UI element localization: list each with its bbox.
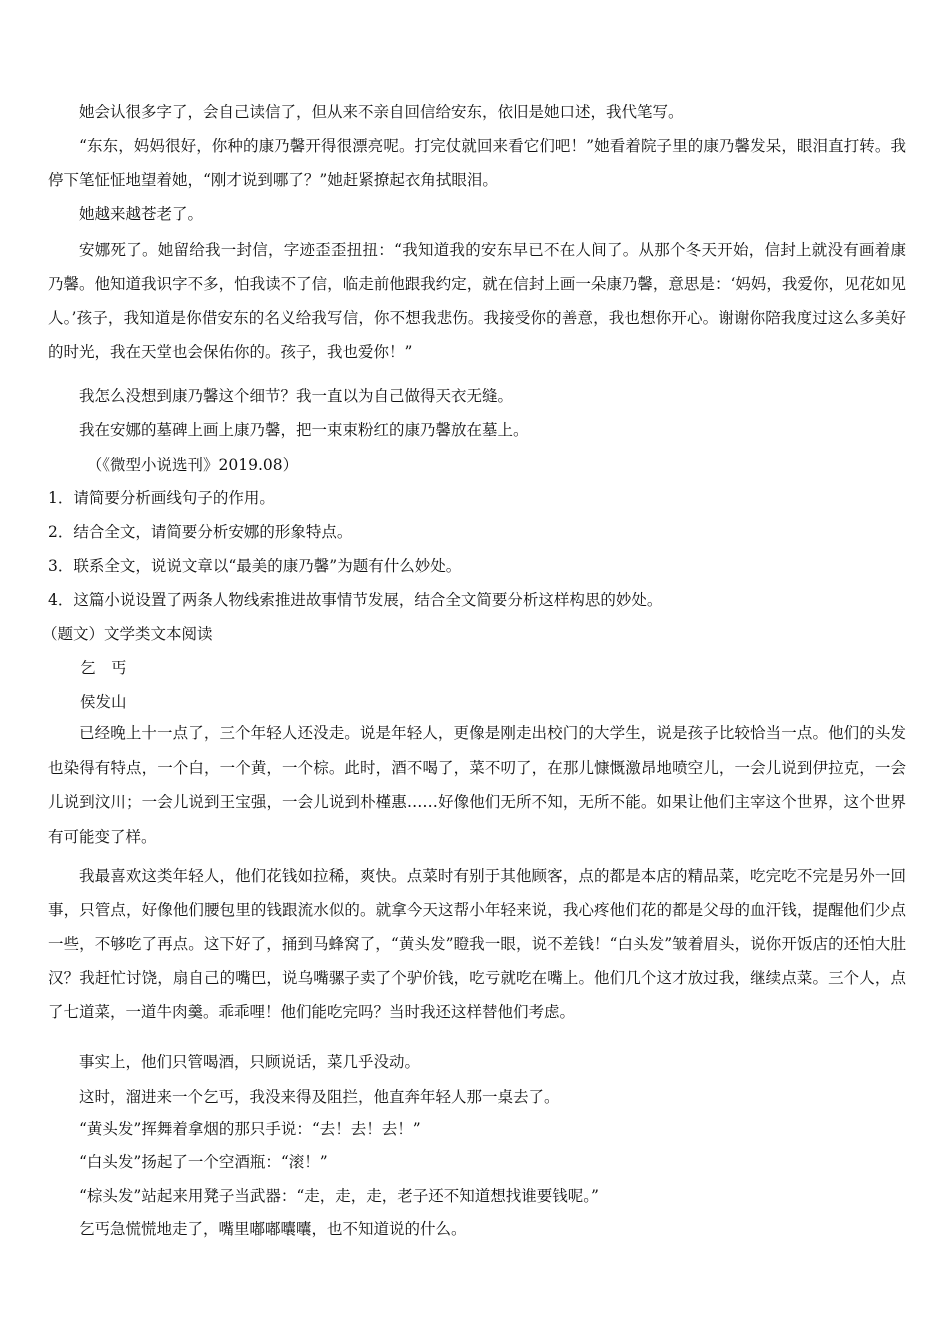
story-paragraph: 事实上，他们只管喝酒，只顾说话，菜几乎没动。 <box>79 1053 421 1071</box>
question-4: 4．这篇小说设置了两条人物线索推进故事情节发展，结合全文简要分析这样构思的妙处。 <box>48 591 663 609</box>
paragraph: “东东，妈妈很好，你种的康乃馨开得很漂亮呢。打完仗就回来看它们吧！”她看着院子里的康乃馨发呆，眼泪直打转。我停下笔怔怔地望着她，“刚才说到哪了？”她赶紧撩起衣角拭眼泪。 <box>48 137 906 189</box>
story-paragraph: 乞丐急慌慌地走了，嘴里嘟嘟囔囔，也不知道说的什么。 <box>79 1220 467 1238</box>
story-author: 侯发山 <box>80 693 127 711</box>
question-3: 3．联系全文，说说文章以“最美的康乃馨”为题有什么妙处。 <box>48 557 462 575</box>
paragraph: 我在安娜的墓碑上画上康乃馨，把一束束粉红的康乃馨放在墓上。 <box>79 421 529 439</box>
section-heading: （题文）文学类文本阅读 <box>42 625 213 643</box>
story-paragraph: “白头发”扬起了一个空酒瓶：“滚！” <box>79 1153 328 1171</box>
paragraph: 她越来越苍老了。 <box>79 205 204 223</box>
story-paragraph: 这时，溜进来一个乞丐，我没来得及阻拦，他直奔年轻人那一桌去了。 <box>79 1088 560 1106</box>
story-paragraph: “棕头发”站起来用凳子当武器：“走，走，走，老子还不知道想找谁要钱呢。” <box>79 1187 599 1205</box>
source-citation: （《微型小说选刊》2019.08） <box>86 456 299 474</box>
paragraph: 我怎么没想到康乃馨这个细节？我一直以为自己做得天衣无缝。 <box>79 387 514 405</box>
question-1: 1．请简要分析画线句子的作用。 <box>48 489 275 507</box>
question-2: 2．结合全文，请简要分析安娜的形象特点。 <box>48 523 353 541</box>
story-paragraph: “黄头发”挥舞着拿烟的那只手说：“去！去！去！” <box>79 1120 421 1138</box>
paragraph: 她会认很多字了，会自己读信了，但从来不亲自回信给安东，依旧是她口述，我代笔写。 <box>79 103 684 121</box>
paragraph: 安娜死了。她留给我一封信，字迹歪歪扭扭：“我知道我的安东早已不在人间了。从那个冬天开始，信封上就没有画着康乃馨。他知道我识字不多，怕我读不了信，临走前他跟我约定，就在信封上画一朵康乃馨，意思是：‘妈妈，我爱你，见花如见人。’孩子，我知道是你借安东的名义给我写信，你不想我悲伤。我接受你的善意，我也想你开心。谢谢你陪我度过这么多美好的时光，我在天堂也会保佑你的。孩子，我也爱你！” <box>48 241 906 361</box>
story-paragraph: 已经晚上十一点了，三个年轻人还没走。说是年轻人，更像是刚走出校门的大学生，说是孩子比较恰当一点。他们的头发也染得有特点，一个白，一个黄，一个棕。此时，酒不喝了，菜不叨了，在那儿慷慨激昂地喷空儿，一会儿说到伊拉克，一会儿说到汶川；一会儿说到王宝强，一会儿说到朴槿惠……好像他们无所不知，无所不能。如果让他们主宰这个世界，这个世界有可能变了样。 <box>48 724 906 846</box>
story-paragraph: 我最喜欢这类年轻人，他们花钱如拉稀，爽快。点菜时有别于其他顾客，点的都是本店的精品菜，吃完吃不完是另外一回事，只管点，好像他们腰包里的钱跟流水似的。就拿今天这帮小年轻来说，我心疼他们花的都是父母的血汗钱，提醒他们少点一些，不够吃了再点。这下好了，捅到马蜂窝了，“黄头发”瞪我一眼，说不差钱！“白头发”皱着眉头，说你开饭店的还怕大肚汉？我赶忙讨饶，扇自己的嘴巴，说乌嘴骡子卖了个驴价钱，吃亏就吃在嘴上。他们几个这才放过我，继续点菜。三个人，点了七道菜，一道牛肉羹。乖乖哩！他们能吃完吗？当时我还这样替他们考虑。 <box>48 867 906 1021</box>
story-title: 乞 丐 <box>80 659 127 677</box>
